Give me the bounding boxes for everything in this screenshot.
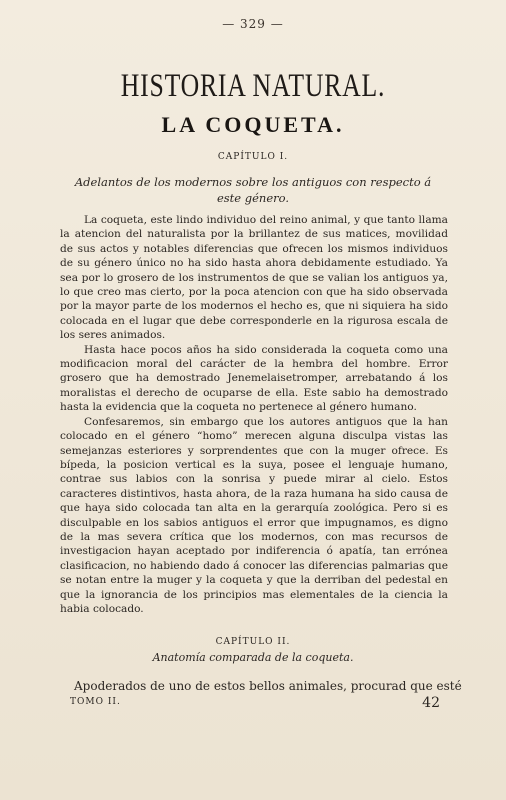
paragraph: La coqueta, este lindo individuo del reino animal, y que tanto llama la atencion del naturalista por la brillantez de sus matices, movilidad de sus actos y notables diferencias que ofrecen los mismos individuos de su género único no ha sido hasta ahora debidamente estudiado. Ya sea por lo grosero de los instrumentos de que se valian los antiguos ya, lo que creo mas cierto, por la poca atencion con que ha sido observada por la mayor parte de los modernos el hecho es, que ni siquiera ha sido colocada en el lugar que debe corresponderle en la rigurosa escala de los seres animados. xyxy=(60,214,448,342)
page-number: — 329 — xyxy=(222,17,284,31)
signature-mark: 42 xyxy=(422,695,440,711)
chapter-2-description: Anatomía comparada de la coqueta. xyxy=(152,651,354,664)
article-title: LA COQUETA. xyxy=(161,112,345,137)
chapter-2-heading: CAPÍTULO II. xyxy=(215,637,291,647)
chapter-1-description: Adelantos de los modernos sobre los antiguos con respecto á este género. xyxy=(74,175,432,205)
paragraph: Confesaremos, sin embargo que los autores antiguos que la han colocado en el género “homo” merecen alguna disculpa vistas las semejanzas esteriores y sorprendentes que con la muger ofrece. Es bípeda, la posicion vertical es la suya, posee el lenguaje humano, contrae sus labios con la sonrisa y puede mirar al cielo. Estos caracteres distintivos, hasta ahora, de la raza humana ha sido causa de que haya sido colocada tan alta en la gerarquía zoológica. Pero si es disculpable en los sabios antiguos el error que impugnamos, es digno de la mas severa crítica que los modernos, con mas recursos de investigacion hayan aceptado por indiferencia ó apatía, tan errónea clasificacion, no habiendo dado á conocer las diferencias palmarias que se notan entre la muger y la coqueta y que la derriban del pedestal en que la ignorancia de los principios mas elementales de la ciencia la habia colocado. xyxy=(60,415,448,615)
section-title: HISTORIA NATURAL. xyxy=(120,68,386,104)
chapter-1-heading: CAPÍTULO I. xyxy=(217,152,289,162)
chapter-2-first-line: Apoderados de uno de estos bellos animales, procurad que esté xyxy=(74,679,462,693)
chapter-1-body xyxy=(60,213,448,616)
paragraph: Hasta hace pocos años ha sido considerada la coqueta como una modificacion moral del carácter de la hembra del hombre. Error grosero que ha demostrado Jenemelaisetromper, arrebatando á los moralistas el derecho de ocuparse de ella. Este sabio ha demostrado hasta la evidencia que la coqueta no pertenece al género humano. xyxy=(60,343,448,414)
volume-label: TOMO II. xyxy=(70,697,121,707)
page-footer xyxy=(70,697,440,713)
